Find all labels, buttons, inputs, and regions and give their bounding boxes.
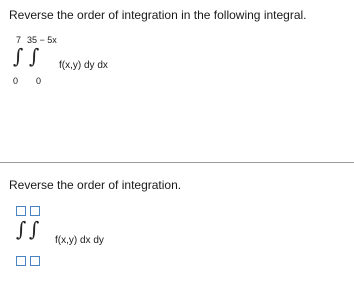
outer-integral-sign: ∫ [13, 44, 24, 68]
answer-prompt: Reverse the order of integration. [9, 178, 182, 192]
integrand: f(x,y) dy dx [59, 60, 108, 71]
inner-upper-limit-input[interactable] [30, 206, 40, 216]
section-divider [0, 162, 354, 163]
outer-upper-limit-input[interactable] [16, 206, 26, 216]
outer-lower-limit: 0 [13, 76, 19, 86]
inner-integral-sign: ∫ [29, 217, 40, 241]
inner-lower-limit: 0 [36, 76, 42, 86]
answer-integrand: f(x,y) dx dy [55, 235, 104, 246]
inner-lower-limit-input[interactable] [30, 256, 40, 266]
inner-upper-limit: 35 − 5x [27, 35, 57, 45]
outer-upper-limit: 7 [16, 35, 22, 45]
outer-lower-limit-input[interactable] [16, 256, 26, 266]
outer-integral-sign: ∫ [16, 217, 27, 241]
question-prompt: Reverse the order of integration in the following integral. [9, 8, 307, 22]
inner-integral-sign: ∫ [29, 44, 40, 68]
